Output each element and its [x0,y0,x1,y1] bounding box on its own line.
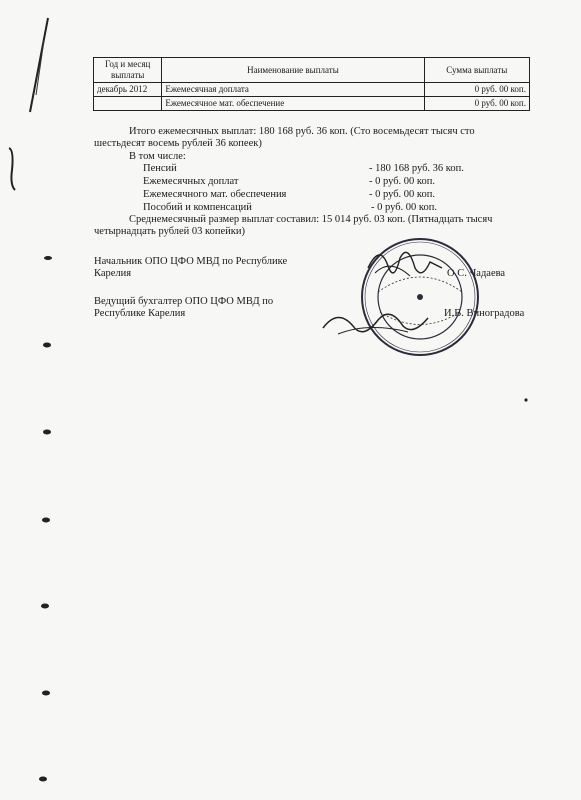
cell-payment-name: Ежемесячная доплата [162,83,424,97]
cell-payment-sum: 0 руб. 00 коп. [424,83,529,97]
signer-name-chief: О.С. Чадаева [447,268,506,279]
breakdown-label: Пенсий [143,163,177,174]
header-payment-name: Наименование выплаты [162,58,424,83]
signature-block-accountant [94,296,273,320]
breakdown-value: - 0 руб. 00 коп. [369,189,435,200]
table-row [94,83,530,97]
signature-block-chief [94,256,287,280]
signature-chief-icon [360,238,450,288]
total-line-1: Итого ежемесячных выплат: 180 168 руб. 36 коп. (Сто восемьдесят тысяч сто [129,126,475,137]
signer-position: Карелия [94,268,132,279]
breakdown-label: Ежемесячных доплат [143,176,239,187]
total-line-2: шестьдесят восемь рублей 36 копеек) [94,138,262,149]
signer-position: Ведущий бухгалтер ОПО ЦФО МВД по [94,296,274,307]
average-line-2: четырнадцать рублей 03 копейки) [94,226,245,237]
header-payment-sum: Сумма выплаты [424,58,529,83]
signer-name-accountant: И.В. Виноградова [444,308,525,319]
cell-period [94,97,162,111]
signer-position: Республике Карелия [94,308,186,319]
breakdown-label: Ежемесячного мат. обеспечения [143,189,287,200]
including-label: В том числе: [129,151,186,162]
cell-payment-name: Ежемесячное мат. обеспечение [162,97,424,111]
header-period: Год и месяц выплаты [94,58,162,83]
table-row [94,97,530,111]
breakdown-label: Пособий и компенсаций [143,202,252,213]
breakdown-value: - 180 168 руб. 36 коп. [369,163,464,174]
average-line-1: Среднемесячный размер выплат составил: 15 014 руб. 03 коп. (Пятнадцать тысяч [129,214,493,225]
breakdown-value: - 0 руб. 00 коп. [369,176,435,187]
signature-accountant-icon [318,300,438,345]
breakdown-value: - 0 руб. 00 коп. [371,202,437,213]
signer-position: Начальник ОПО ЦФО МВД по Республике [94,256,288,267]
table-header-row [94,58,530,83]
cell-payment-sum: 0 руб. 00 коп. [424,97,529,111]
payments-table [93,57,530,111]
cell-period: декабрь 2012 [94,83,162,97]
